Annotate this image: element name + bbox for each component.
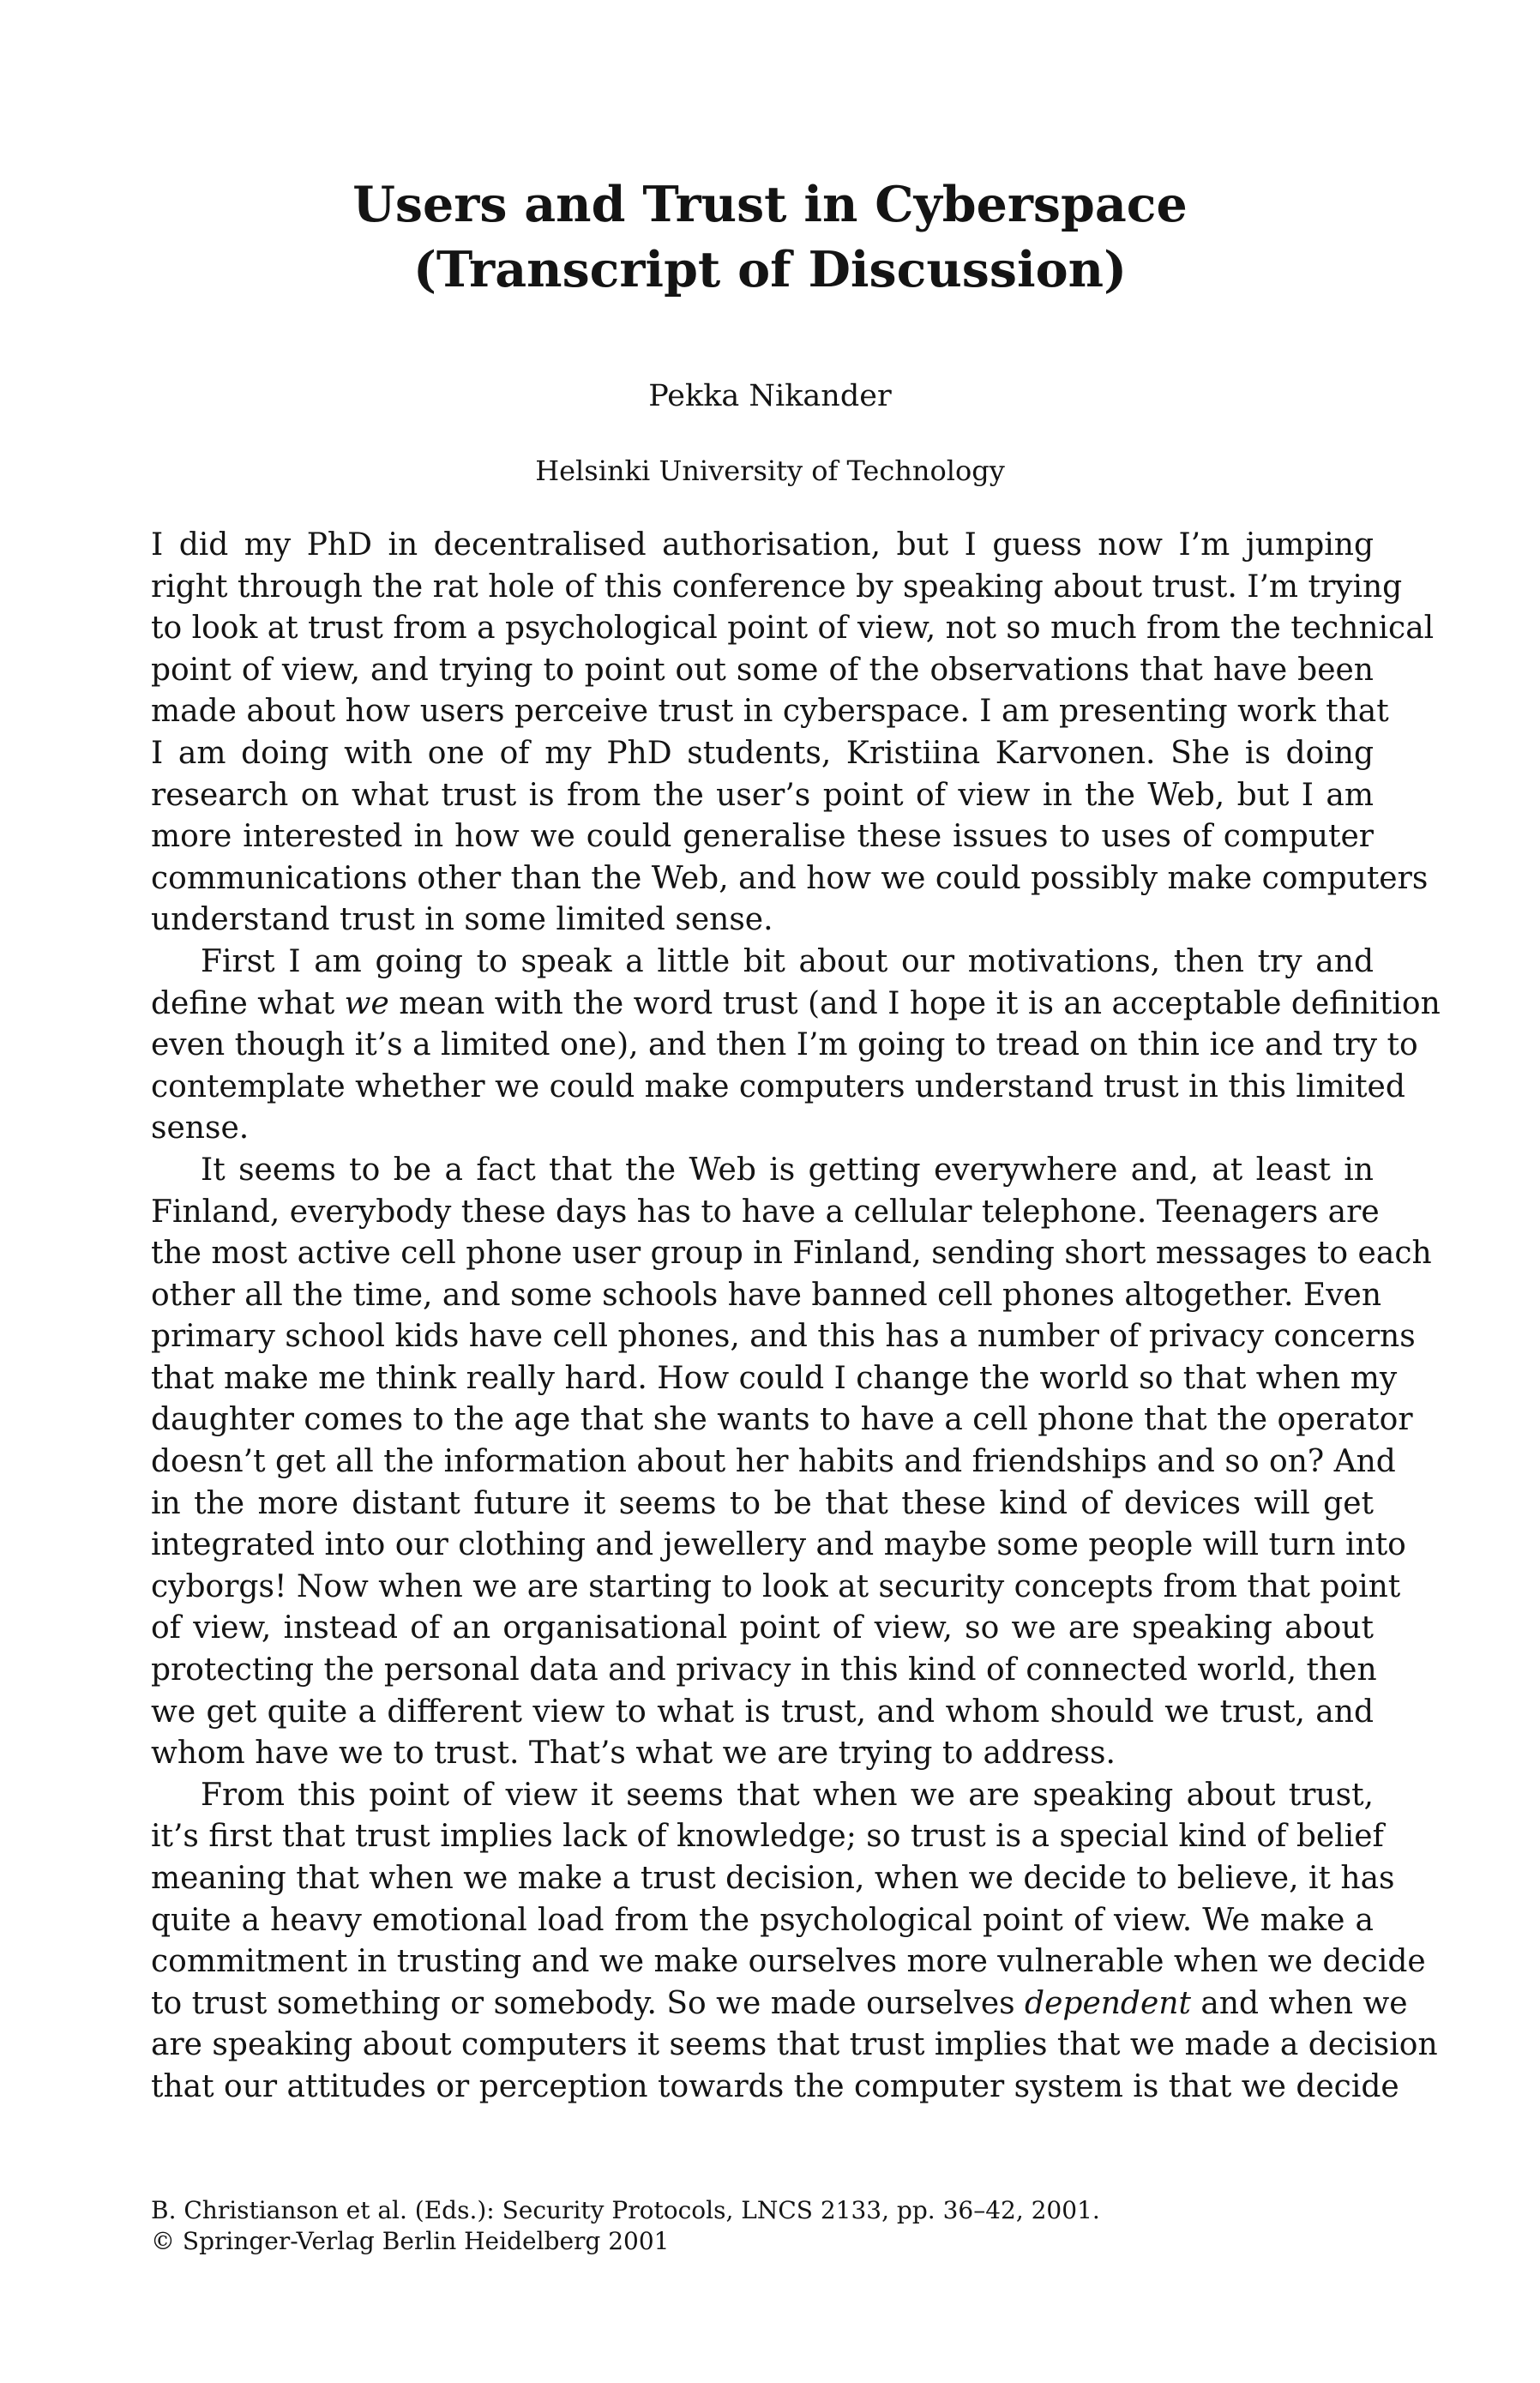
body-line: even though it’s a limited one), and then I’m going to tread on thin ice and try to <box>151 1027 1418 1063</box>
body-line: primary school kids have cell phones, and this has a number of privacy concerns <box>151 1319 1416 1355</box>
emphasized-word: we <box>344 985 389 1021</box>
body-line: made about how users perceive trust in cyberspace. I am presenting work that <box>151 694 1389 730</box>
author-name: Pekka Nikander <box>648 379 892 413</box>
body-line: it’s first that trust implies lack of knowledge; so trust is a special kind of belief <box>151 1819 1384 1855</box>
body-line-with-emphasis: define what we mean with the word trust (and I hope it is an acceptable definition <box>151 985 1441 1021</box>
body-line: research on what trust is from the user’s point of view in the Web, but I am <box>151 777 1374 813</box>
body-line: I am doing with one of my PhD students, Kristiina Karvonen. She is doing <box>151 735 1374 771</box>
body-line: communications other than the Web, and how we could possibly make computers <box>151 860 1429 896</box>
footnote-citation: B. Christianson et al. (Eds.): Security Protocols, LNCS 2133, pp. 36–42, 2001. <box>151 2196 1100 2224</box>
body-line: Finland, everybody these days has to have a cellular telephone. Teenagers are <box>151 1194 1380 1230</box>
body-line: to look at trust from a psychological point of view, not so much from the technical <box>151 611 1435 647</box>
body-line: understand trust in some limited sense. <box>151 902 773 938</box>
footnote-copyright: © Springer-Verlag Berlin Heidelberg 2001 <box>151 2227 670 2255</box>
body-line: sense. <box>151 1110 250 1146</box>
body-line: the most active cell phone user group in Finland, sending short messages to each <box>151 1236 1432 1272</box>
body-line: of view, instead of an organisational point of view, so we are speaking about <box>151 1610 1374 1646</box>
body-line: in the more distant future it seems to be that these kind of devices will get <box>151 1485 1374 1521</box>
body-line: whom have we to trust. That’s what we are trying to address. <box>151 1736 1116 1772</box>
body-line: commitment in trusting and we make ourselves more vulnerable when we decide <box>151 1944 1426 1980</box>
body-line-with-emphasis: to trust something or somebody. So we made ourselves dependent and when we <box>151 1985 1408 2021</box>
body-line: From this point of view it seems that when we are speaking about trust, <box>201 1777 1374 1813</box>
body-line: I did my PhD in decentralised authorisation, but I guess now I’m jumping <box>151 527 1374 563</box>
body-line: contemplate whether we could make computers understand trust in this limited <box>151 1068 1405 1104</box>
paper-title-line-1: Users and Trust in Cyberspace <box>352 176 1188 233</box>
body-line: It seems to be a fact that the Web is getting everywhere and, at least in <box>201 1152 1374 1188</box>
body-line: integrated into our clothing and jewellery and maybe some people will turn into <box>151 1527 1406 1563</box>
body-line: that make me think really hard. How could I change the world so that when my <box>151 1360 1398 1396</box>
author-affiliation: Helsinki University of Technology <box>535 454 1005 487</box>
body-line: that our attitudes or perception towards the computer system is that we decide <box>151 2068 1399 2104</box>
body-text <box>151 525 1441 2109</box>
paper-title-line-2: (Transcript of Discussion) <box>412 241 1128 298</box>
body-line: cyborgs! Now when we are starting to look at security concepts from that point <box>151 1568 1401 1604</box>
body-line: First I am going to speak a little bit about our motivations, then try and <box>201 943 1374 979</box>
body-line: daughter comes to the age that she wants to have a cell phone that the operator <box>151 1402 1413 1438</box>
body-line: protecting the personal data and privacy in this kind of connected world, then <box>151 1652 1377 1688</box>
body-line: we get quite a different view to what is trust, and whom should we trust, and <box>151 1694 1374 1730</box>
body-line: more interested in how we could generalise these issues to uses of computer <box>151 819 1374 855</box>
body-line: doesn’t get all the information about her habits and friendships and so on? And <box>151 1444 1396 1480</box>
body-line: meaning that when we make a trust decision, when we decide to believe, it has <box>151 1861 1395 1896</box>
emphasized-word: dependent <box>1025 1985 1191 2021</box>
body-line: right through the rat hole of this conference by speaking about trust. I’m trying <box>151 569 1403 605</box>
body-line: quite a heavy emotional load from the psychological point of view. We make a <box>151 1902 1374 1938</box>
body-line: other all the time, and some schools have banned cell phones altogether. Even <box>151 1277 1382 1313</box>
body-line: are speaking about computers it seems that trust implies that we made a decision <box>151 2027 1438 2063</box>
body-line: point of view, and trying to point out some of the observations that have been <box>151 652 1374 688</box>
